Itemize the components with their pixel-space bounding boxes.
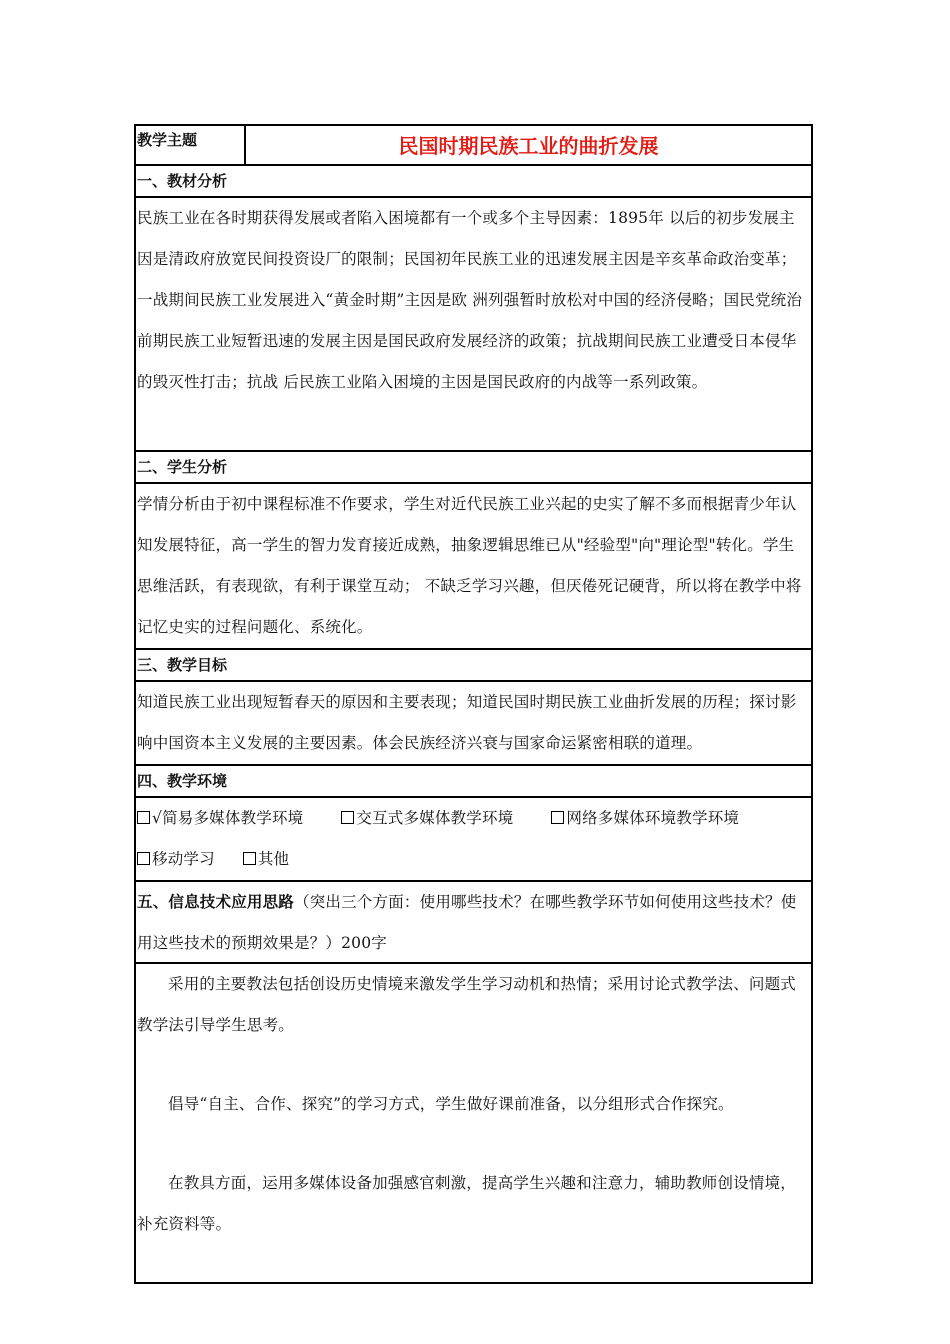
- it-paragraph: 采用的主要教法包括创设历史情境来激发学生学习动机和热情；采用讨论式教学法、问题式教学法引导学生思考。: [137, 975, 797, 1034]
- env-option-other[interactable]: [243, 839, 289, 880]
- title-row: [136, 126, 811, 166]
- env-option-network-multimedia[interactable]: [551, 798, 739, 839]
- environment-options: [136, 798, 811, 882]
- section-heading-goals: 三、教学目标: [136, 650, 811, 682]
- env-option-simple-multimedia[interactable]: [137, 798, 303, 839]
- env-option-label: 其他: [257, 850, 290, 868]
- checkbox-icon[interactable]: [137, 811, 150, 824]
- checkbox-icon[interactable]: [243, 852, 256, 865]
- env-option-interactive-multimedia[interactable]: [341, 798, 513, 839]
- env-option-label: 网络多媒体环境教学环境: [566, 809, 740, 827]
- it-paragraph: 倡导“自主、合作、探究”的学习方式，学生做好课前准备，以分组形式合作探究。: [168, 1095, 734, 1113]
- it-heading-note: （突出三个方面：使用哪些技术？在哪些教学环节如何使用这些技术？使用这些技术的预期效果是？）200字: [137, 893, 797, 952]
- it-text: [136, 964, 811, 1282]
- goals-text: 知道民族工业出现短暂春天的原因和主要表现；知道民国时期民族工业曲折发展的历程；探讨影响中国资本主义发展的主要因素。体会民族经济兴衰与国家命运紧密相联的道理。: [136, 682, 811, 766]
- lesson-title: 民国时期民族工业的曲折发展: [398, 134, 659, 158]
- section-heading-it: [136, 882, 811, 964]
- env-option-mobile-learning[interactable]: [137, 839, 215, 880]
- students-text: 学情分析由于初中课程标准不作要求，学生对近代民族工业兴起的史实了解不多而根据青少年认知发展特征，高一学生的智力发育接近成熟，抽象逻辑思维已从"经验型"向"理论型"转化。学生思维活跃，有表现欲，有利于课堂互动； 不缺乏学习兴趣，但厌倦死记硬背，所以将在教学中将记忆史实的过程问题化、系统化。: [136, 484, 811, 650]
- checkbox-icon[interactable]: [551, 811, 564, 824]
- it-heading-lead: 五、信息技术应用思路: [137, 893, 295, 911]
- env-option-label: √简易多媒体教学环境: [152, 809, 304, 827]
- section-heading-students: 二、学生分析: [136, 452, 811, 484]
- lesson-plan-table: [134, 124, 813, 1284]
- section-heading-environment: 四、教学环境: [136, 766, 811, 798]
- env-option-label: 交互式多媒体教学环境: [356, 809, 514, 827]
- checkbox-icon[interactable]: [341, 811, 354, 824]
- it-paragraph: 在教具方面，运用多媒体设备加强感官刺激，提高学生兴趣和注意力，辅助教师创设情境，补充资料等。: [137, 1174, 797, 1233]
- checkbox-icon[interactable]: [137, 852, 150, 865]
- section-heading-analysis: 一、教材分析: [136, 166, 811, 198]
- analysis-text: 民族工业在各时期获得发展或者陷入困境都有一个或多个主导因素：1895年 以后的初步发展主因是清政府放宽民间投资设厂的限制；民国初年民族工业的迅速发展主因是辛亥革命政治变革；一战期间民族工业发展进入“黄金时期”主因是欧 洲列强暂时放松对中国的经济侵略；国民党统治前期民族工业短暂迅速的发展主因是国民政府发展经济的政策；抗战期间民族工业遭受日本侵华的毁灭性打击；抗战 后民族工业陷入困境的主因是国民政府的内战等一系列政策。: [136, 198, 811, 452]
- env-option-label: 移动学习: [152, 850, 215, 868]
- topic-label: 教学主题: [136, 126, 246, 164]
